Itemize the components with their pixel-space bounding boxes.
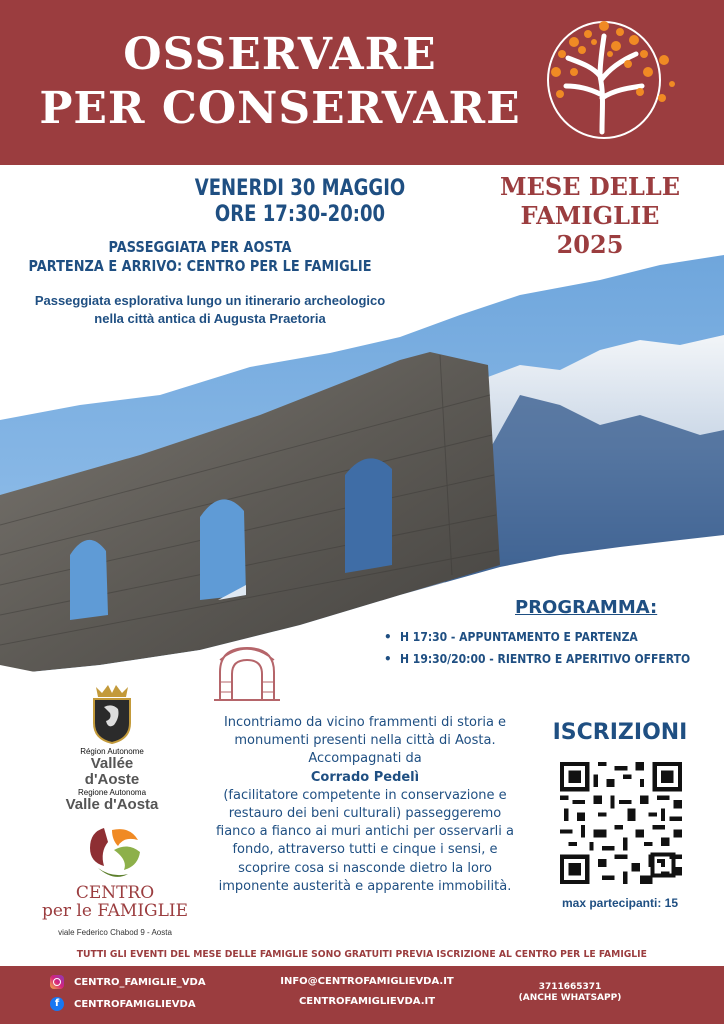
instagram-handle[interactable]: CENTRO_FAMIGLIE_VDA <box>74 976 206 988</box>
website-link[interactable]: CENTROFAMIGLIEVDA.IT <box>298 996 436 1007</box>
family-tree-logo-icon <box>544 14 684 144</box>
iscrizioni-title: ISCRIZIONI <box>552 720 688 745</box>
mese-line-3: 2025 <box>556 230 624 259</box>
mese-line-1: MESE DELLE <box>500 172 680 201</box>
programma-item-text: H 19:30/20:00 - RIENTRO E APERITIVO OFFERTO <box>400 652 691 666</box>
guide-name: Corrado Pedelì <box>310 769 420 785</box>
instagram-link[interactable] <box>50 975 206 989</box>
phone-note: (ANCHE WHATSAPP) <box>518 993 622 1003</box>
region-fr-small: Région Autonome <box>80 747 144 756</box>
event-walk: PASSEGGIATA PER AOSTA <box>108 238 292 256</box>
footer-note <box>0 949 724 960</box>
programma-list <box>384 626 724 670</box>
event-start-end: PARTENZA E ARRIVO: CENTRO PER LE FAMIGLIE <box>28 257 372 275</box>
coat-of-arms-icon <box>90 683 134 745</box>
phone-number[interactable]: 3711665371 <box>538 982 602 992</box>
event-description: Passeggiata esplorativa lungo un itinerario archeologico nella città antica di Augusta Praetoria <box>34 293 386 326</box>
centro-name-line-1: CENTRO <box>75 883 155 903</box>
max-participants: max partecipanti: 15 <box>561 896 679 910</box>
programma-title: PROGRAMMA: <box>515 597 658 618</box>
centro-famiglie-logo <box>40 822 190 940</box>
mese-line-2: FAMIGLIE <box>520 201 660 230</box>
qr-code-icon[interactable] <box>560 762 682 884</box>
region-it-name: Valle d'Aosta <box>65 796 159 813</box>
mese-famiglie-heading <box>460 172 720 259</box>
region-valle-aosta-logo <box>62 683 162 813</box>
event-date: VENERDI 30 MAGGIO <box>194 176 406 201</box>
centro-famiglie-emblem-icon <box>84 822 148 882</box>
centro-address: viale Federico Chabod 9 - Aosta <box>58 928 172 937</box>
event-time: ORE 17:30-20:00 <box>214 202 386 227</box>
facebook-link[interactable] <box>50 997 196 1011</box>
body-text-part-1: Incontriamo da vicino frammenti di storia e monumenti presenti nella città di Aosta. Accompagnati da <box>223 715 507 767</box>
region-it-small: Regione Autonoma <box>77 788 147 797</box>
programma-item-text: H 17:30 - APPUNTAMENTO E PARTENZA <box>400 630 638 644</box>
phone-contact[interactable] <box>495 982 645 1004</box>
email-link[interactable]: INFO@CENTROFAMIGLIEVDA.IT <box>280 976 454 987</box>
centro-name <box>40 884 190 920</box>
title-line-1: OSSERVARE <box>123 29 437 80</box>
programma-item <box>384 648 724 670</box>
footer-note-text: TUTTI GLI EVENTI DEL MESE DELLE FAMIGLIE SONO GRATUITI PREVIA ISCRIZIONE AL CENTRO PER LE FAMIGLIE <box>76 949 648 960</box>
instagram-icon <box>50 975 64 989</box>
region-fr-name: Vallée d'Aoste <box>84 755 140 788</box>
programma-item <box>384 626 724 648</box>
event-body-text <box>215 714 515 896</box>
facebook-icon: f <box>50 997 64 1011</box>
poster-title <box>30 28 530 136</box>
title-line-2: PER CONSERVARE <box>39 83 521 134</box>
facebook-handle[interactable]: CENTROFAMIGLIEVDA <box>74 998 196 1010</box>
body-text-part-2: (facilitatore competente in conservazione e restauro dei beni culturali) passeggeremo fianco a fianco ai muri antichi per osservarli a fondo, attraverso tutti e cinque i sensi, e scoprire cosa si nasconde dietro la loro imponente austerità e apparente immobilità. <box>216 787 514 894</box>
arch-icon <box>212 642 282 704</box>
centro-name-line-2: per le FAMIGLIE <box>41 901 189 921</box>
roman-theatre-photo <box>0 255 724 685</box>
